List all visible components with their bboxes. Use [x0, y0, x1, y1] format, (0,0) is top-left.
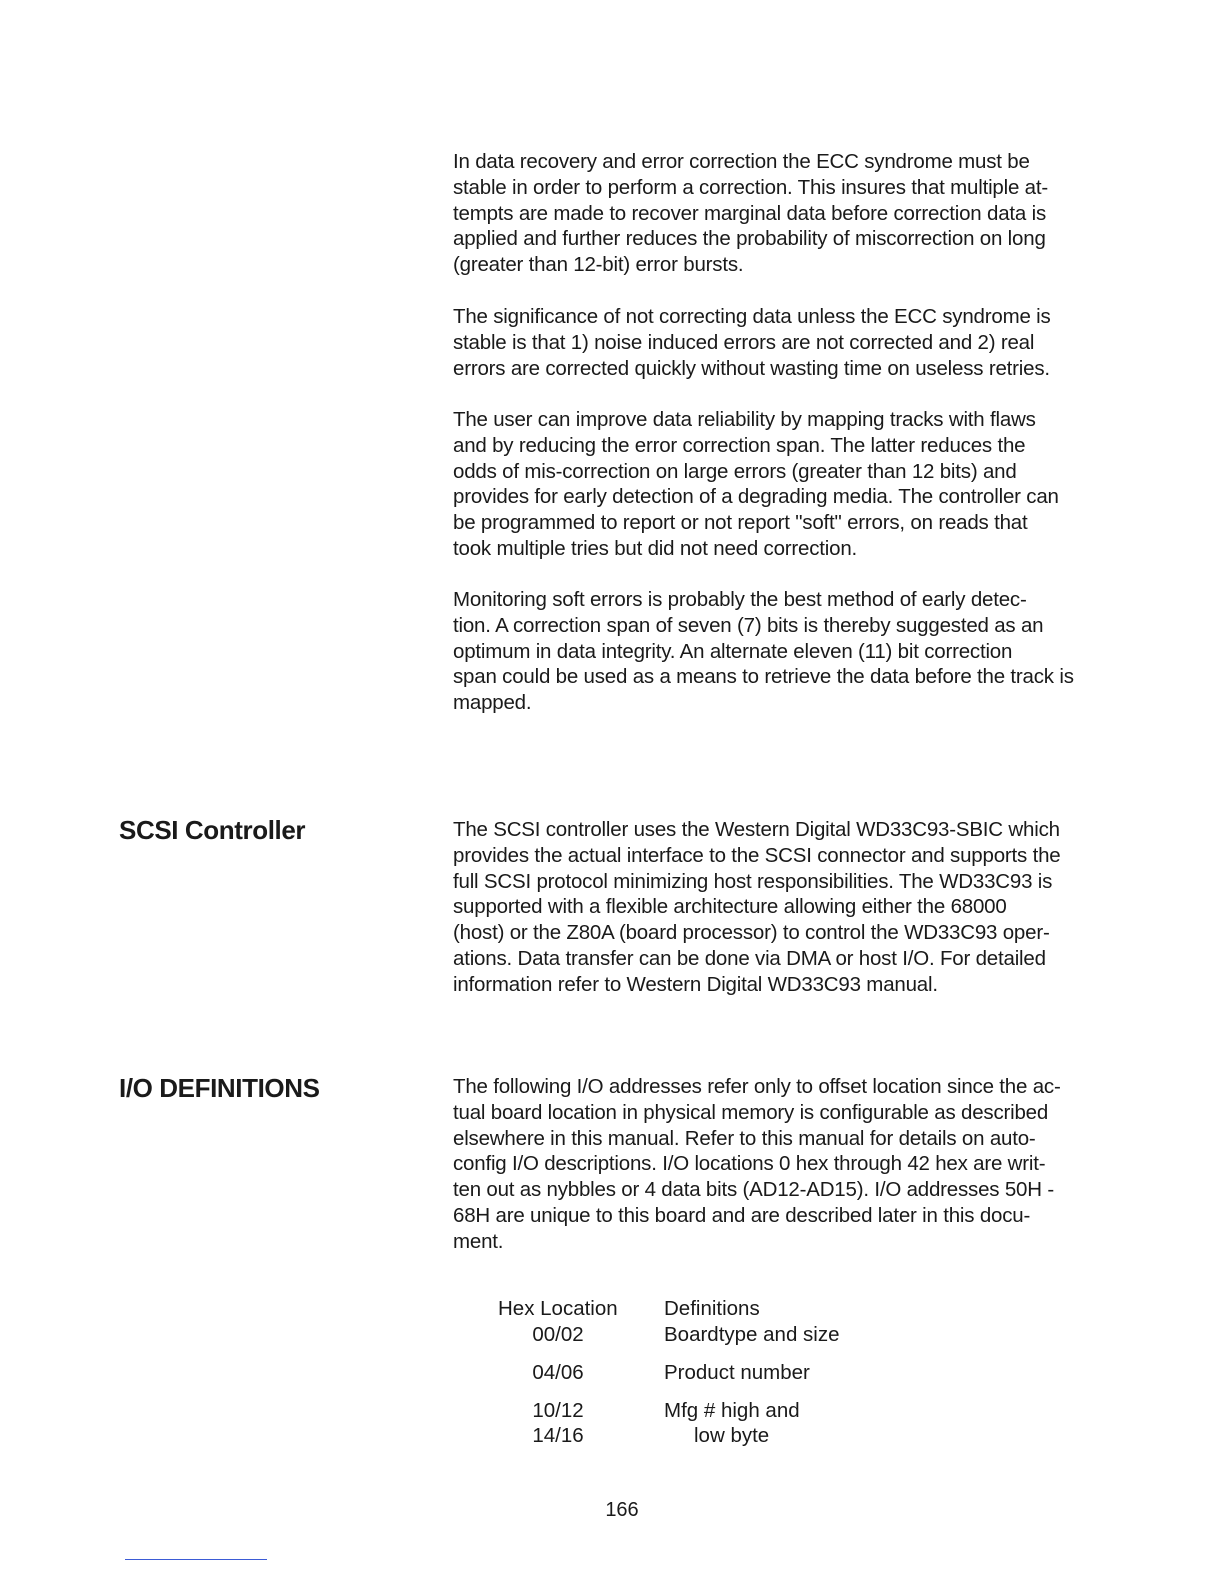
table-header-definitions: Definitions — [664, 1297, 760, 1320]
paragraph-io — [453, 1074, 1113, 1255]
text-line: information refer to Western Digital WD33C93 manual. — [453, 972, 938, 996]
text-line: mapped. — [453, 691, 532, 715]
text-line: ment. — [453, 1229, 504, 1253]
text-line: and by reducing the error correction span. The latter reduces the — [453, 433, 1026, 457]
text-line: be programmed to report or not report "soft" errors, on reads that — [453, 511, 1028, 535]
text-line: optimum in data integrity. An alternate eleven (11) bit correction — [453, 639, 1013, 663]
text-line: applied and further reduces the probability of miscorrection on long — [453, 227, 1046, 251]
text-line: config I/O descriptions. I/O locations 0 hex through 42 hex are writ- — [453, 1152, 1046, 1176]
paragraph-scsi — [453, 817, 1113, 998]
table-cell-location: 10/12 — [532, 1399, 584, 1422]
text-line: tual board location in physical memory is configurable as described — [453, 1100, 1049, 1124]
table-cell-location: 04/06 — [532, 1361, 584, 1384]
table-cell-location: 14/16 — [532, 1424, 584, 1447]
text-line: stable is that 1) noise induced errors are not corrected and 2) real — [453, 330, 1035, 354]
text-line: ations. Data transfer can be done via DMA or host I/O. For detailed — [453, 946, 1046, 970]
text-line: 68H are unique to this board and are described later in this docu- — [453, 1203, 1031, 1227]
table-cell-definition: low byte — [694, 1424, 770, 1447]
paragraph-monitoring — [453, 587, 1113, 716]
text-line: provides the actual interface to the SCSI connector and supports the — [453, 843, 1061, 867]
page-number: 166 — [605, 1499, 639, 1521]
text-line: odds of mis-correction on large errors (greater than 12 bits) and — [453, 459, 1017, 483]
text-line: Monitoring soft errors is probably the best method of early detec- — [453, 588, 1027, 611]
table-cell-definition: Boardtype and size — [664, 1323, 840, 1346]
text-line: tion. A correction span of seven (7) bits is thereby suggested as an — [453, 613, 1044, 637]
text-line: errors are corrected quickly without wasting time on useless retries. — [453, 356, 1050, 380]
section-heading-scsi-controller: SCSI Controller — [119, 815, 306, 845]
table-cell-definition: Product number — [664, 1361, 810, 1384]
section-heading-io-definitions: I/O DEFINITIONS — [119, 1073, 320, 1103]
footer-rule — [125, 1559, 267, 1560]
paragraph-reliability — [453, 407, 1113, 562]
paragraph-ecc-stable — [453, 149, 1113, 278]
text-line: The user can improve data reliability by mapping tracks with flaws — [453, 408, 1036, 431]
text-line: supported with a flexible architecture allowing either the 68000 — [453, 895, 1007, 919]
text-line: In data recovery and error correction the ECC syndrome must be — [453, 150, 1030, 173]
text-line: The significance of not correcting data unless the ECC syndrome is — [453, 305, 1051, 328]
table-header-location: Hex Location — [498, 1297, 618, 1320]
paragraph-significance — [453, 304, 1113, 381]
text-line: The SCSI controller uses the Western Digital WD33C93-SBIC which — [453, 818, 1060, 841]
text-line: provides for early detection of a degrading media. The controller can — [453, 485, 1059, 509]
text-line: elsewhere in this manual. Refer to this manual for details on auto- — [453, 1126, 1036, 1150]
text-line: span could be used as a means to retrieve the data before the track is — [453, 665, 1074, 689]
text-line: (greater than 12-bit) error bursts. — [453, 253, 744, 277]
table-cell-definition: Mfg # high and — [664, 1399, 800, 1422]
table-cell-location: 00/02 — [532, 1323, 584, 1346]
text-line: (host) or the Z80A (board processor) to control the WD33C93 oper- — [453, 921, 1050, 945]
text-line: tempts are made to recover marginal data before correction data is — [453, 201, 1046, 225]
text-line: ten out as nybbles or 4 data bits (AD12-AD15). I/O addresses 50H - — [453, 1178, 1054, 1202]
text-line: The following I/O addresses refer only to offset location since the ac- — [453, 1075, 1061, 1098]
text-line: full SCSI protocol minimizing host responsibilities. The WD33C93 is — [453, 869, 1053, 893]
text-line: stable in order to perform a correction. This insures that multiple at- — [453, 175, 1048, 199]
text-line: took multiple tries but did not need correction. — [453, 536, 858, 560]
